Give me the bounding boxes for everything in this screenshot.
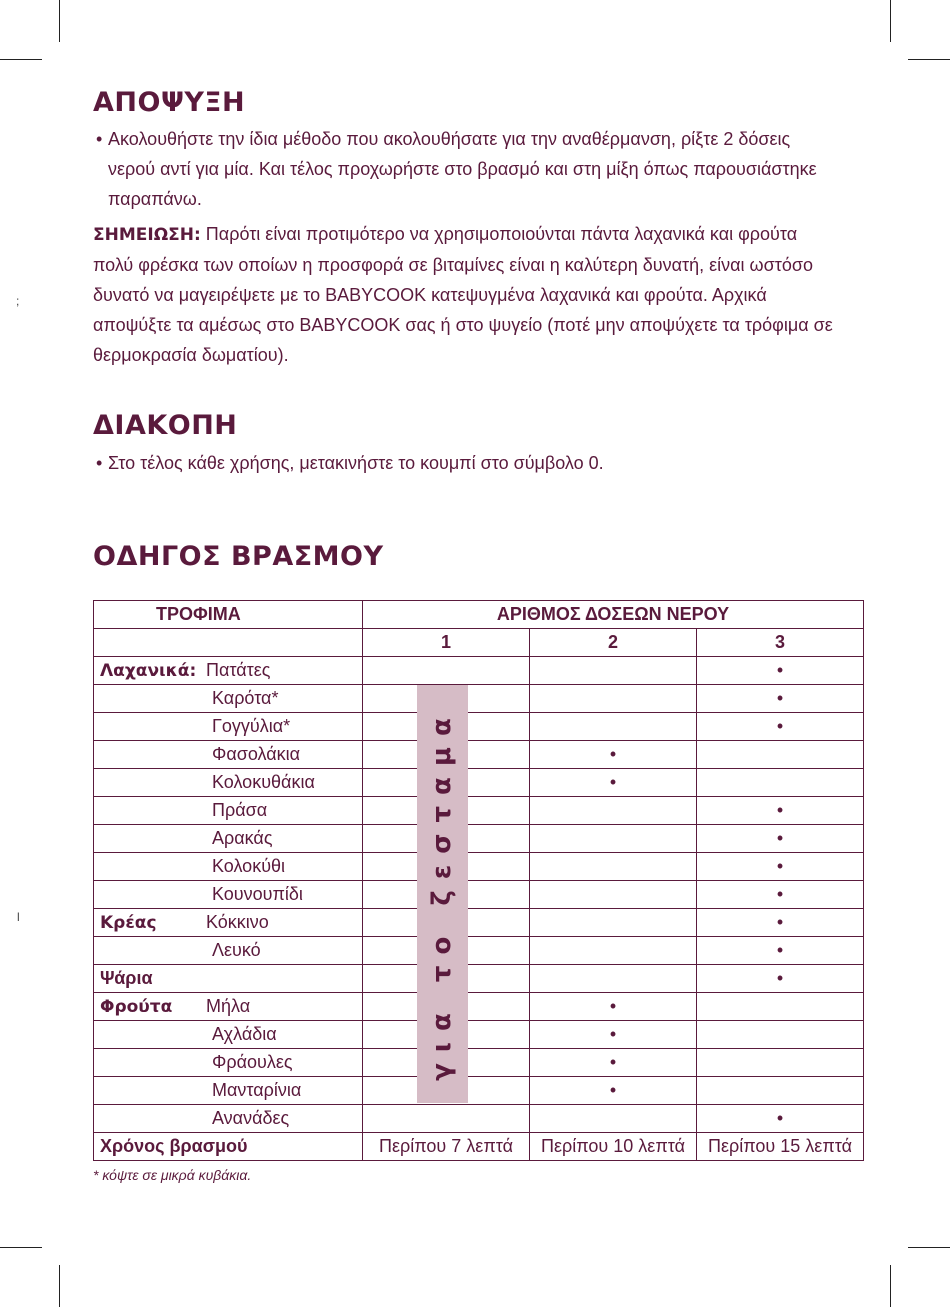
food-cell [94,657,363,685]
dose3-dot: • [697,797,864,825]
food-name: Καρότα* [94,685,363,713]
table-time-row [94,1133,864,1161]
reheat-vertical-label: για το ζεσταμα [427,707,457,1081]
dose2-dot: • [530,1021,697,1049]
dose2-dot: • [530,741,697,769]
dose3-dot: • [697,909,864,937]
dose2-cell [530,937,697,965]
category-label: Ψάρια [94,965,363,993]
food-name: Γογγύλια* [94,713,363,741]
crop-mark [59,1265,60,1307]
bullet-icon: • [96,129,103,149]
note-line-3: δυνατό να μαγειρέψετε με το BABYCOOK κατεψυγμένα λαχανικά και φρούτα. Αρχικά [93,285,767,305]
food-name: Αρακάς [94,825,363,853]
note-paragraph [93,219,863,370]
dose3-dot: • [697,937,864,965]
table-row [94,685,864,713]
dose2-cell [530,1105,697,1133]
food-name: Μήλα [206,996,251,1016]
note-line-2: πολύ φρέσκα των οποίων η προσφορά σε βιταμίνες είναι η καλύτερη δυνατή, είναι ωστόσο [93,255,813,275]
table-row [94,1077,864,1105]
table-header-row [94,601,864,629]
table-row [94,909,864,937]
dose2-cell [530,825,697,853]
dose2-dot: • [530,1049,697,1077]
dose3-dot: • [697,713,864,741]
food-cell [94,993,363,1021]
table-row [94,657,864,685]
category-label: Λαχανικά: [100,660,197,681]
crop-mark [0,59,42,60]
dose2-cell [530,713,697,741]
food-cell [94,909,363,937]
dose2-cell [530,657,697,685]
food-name: Φράουλες [94,1049,363,1077]
defrost-line-1: Ακολουθήστε την ίδια μέθοδο που ακολουθήσατε για την αναθέρμανση, ρίξτε 2 δόσεις [108,129,791,149]
dose3-cell [697,769,864,797]
dose3-dot: • [697,685,864,713]
footnote: * κόψτε σε μικρά κυβάκια. [93,1167,252,1183]
dose3-cell [697,1049,864,1077]
food-name: Κουνουπίδι [94,881,363,909]
table-row [94,713,864,741]
category-label: Κρέας [100,912,157,933]
dose3-dot: • [697,1105,864,1133]
dose3-dot: • [697,657,864,685]
food-name: Κόκκινο [206,912,269,932]
dose2-cell [530,965,697,993]
stop-bullet-text: Στο τέλος κάθε χρήσης, μετακινήστε το κουμπί στο σύμβολο 0. [108,453,604,473]
guide-heading: ΟΔΗΓΟΣ ΒΡΑΣΜΟΥ [93,541,384,572]
dose3-dot: • [697,853,864,881]
note-line-4: αποψύξτε τα αμέσως στο BABYCOOK σας ή στο ψυγείο (ποτέ μην αποψύχετε τα τρόφιμα σε [93,315,833,335]
food-name: Κολοκύθι [94,853,363,881]
dose2-cell [530,853,697,881]
defrost-line-3: παραπάνω. [108,189,202,209]
margin-mark: ; [16,294,20,308]
food-name: Φασολάκια [94,741,363,769]
dose3-cell [697,741,864,769]
defrost-heading: ΑΠΟΨΥΞΗ [93,87,246,118]
note-line-1: Παρότι είναι προτιμότερο να χρησιμοποιούνται πάντα λαχανικά και φρούτα [200,224,798,244]
note-line-5: θερμοκρασία δωματίου). [93,345,289,365]
table-row [94,881,864,909]
dose-1: 1 [363,629,530,657]
food-name: Πατάτες [206,660,271,680]
note-label: ΣΗΜΕΙΩΣΗ: [93,225,201,245]
dose2-cell [530,685,697,713]
defrost-bullet-paragraph [93,124,863,214]
crop-mark [59,0,60,42]
table-subheader-row [94,629,864,657]
dose2-cell [530,797,697,825]
table-row [94,797,864,825]
dose3-cell [697,993,864,1021]
crop-mark [908,59,950,60]
crop-mark [0,1247,42,1248]
dose3-cell [697,1021,864,1049]
table-row [94,1049,864,1077]
dose-3: 3 [697,629,864,657]
table-row [94,769,864,797]
crop-mark [890,1265,891,1307]
dose3-dot: • [697,965,864,993]
dose3-dot: • [697,825,864,853]
time-3: Περίπου 15 λεπτά [697,1133,864,1161]
dose3-dot: • [697,881,864,909]
empty-cell [94,629,363,657]
food-name: Ανανάδες [94,1105,363,1133]
dose-2: 2 [530,629,697,657]
time-2: Περίπου 10 λεπτά [530,1133,697,1161]
food-name: Κολοκυθάκια [94,769,363,797]
category-label: Φρούτα [100,996,173,1017]
defrost-line-2: νερού αντί για μία. Και τέλος προχωρήστε στο βρασμό και στη μίξη όπως παρουσιάστηκε [108,159,817,179]
dose2-dot: • [530,993,697,1021]
table-row [94,853,864,881]
table-row [94,993,864,1021]
dose2-dot: • [530,1077,697,1105]
bullet-icon: • [96,453,103,473]
table-row [94,1105,864,1133]
dose3-cell [697,1077,864,1105]
time-label: Χρόνος βρασμού [94,1133,363,1161]
table-row [94,825,864,853]
crop-mark [908,1247,950,1248]
food-name: Μανταρίνια [94,1077,363,1105]
cooking-guide-table [93,600,864,1161]
margin-mark: l [17,910,20,924]
header-food: ΤΡΟΦΙΜΑ [94,601,363,629]
stop-bullet-paragraph [93,448,863,478]
food-name: Λευκό [94,937,363,965]
header-doses: ΑΡΙΘΜΟΣ ΔΟΣΕΩΝ ΝΕΡΟΥ [363,601,864,629]
table-row [94,965,864,993]
food-name: Αχλάδια [94,1021,363,1049]
table-row [94,741,864,769]
stop-heading: ΔΙΑΚΟΠΗ [93,410,238,441]
dose2-dot: • [530,769,697,797]
crop-mark [890,0,891,42]
dose1-cell [363,657,530,685]
dose2-cell [530,881,697,909]
table-row [94,1021,864,1049]
food-name: Πράσα [94,797,363,825]
dose1-cell [363,1105,530,1133]
time-1: Περίπου 7 λεπτά [363,1133,530,1161]
table-row [94,937,864,965]
dose2-cell [530,909,697,937]
